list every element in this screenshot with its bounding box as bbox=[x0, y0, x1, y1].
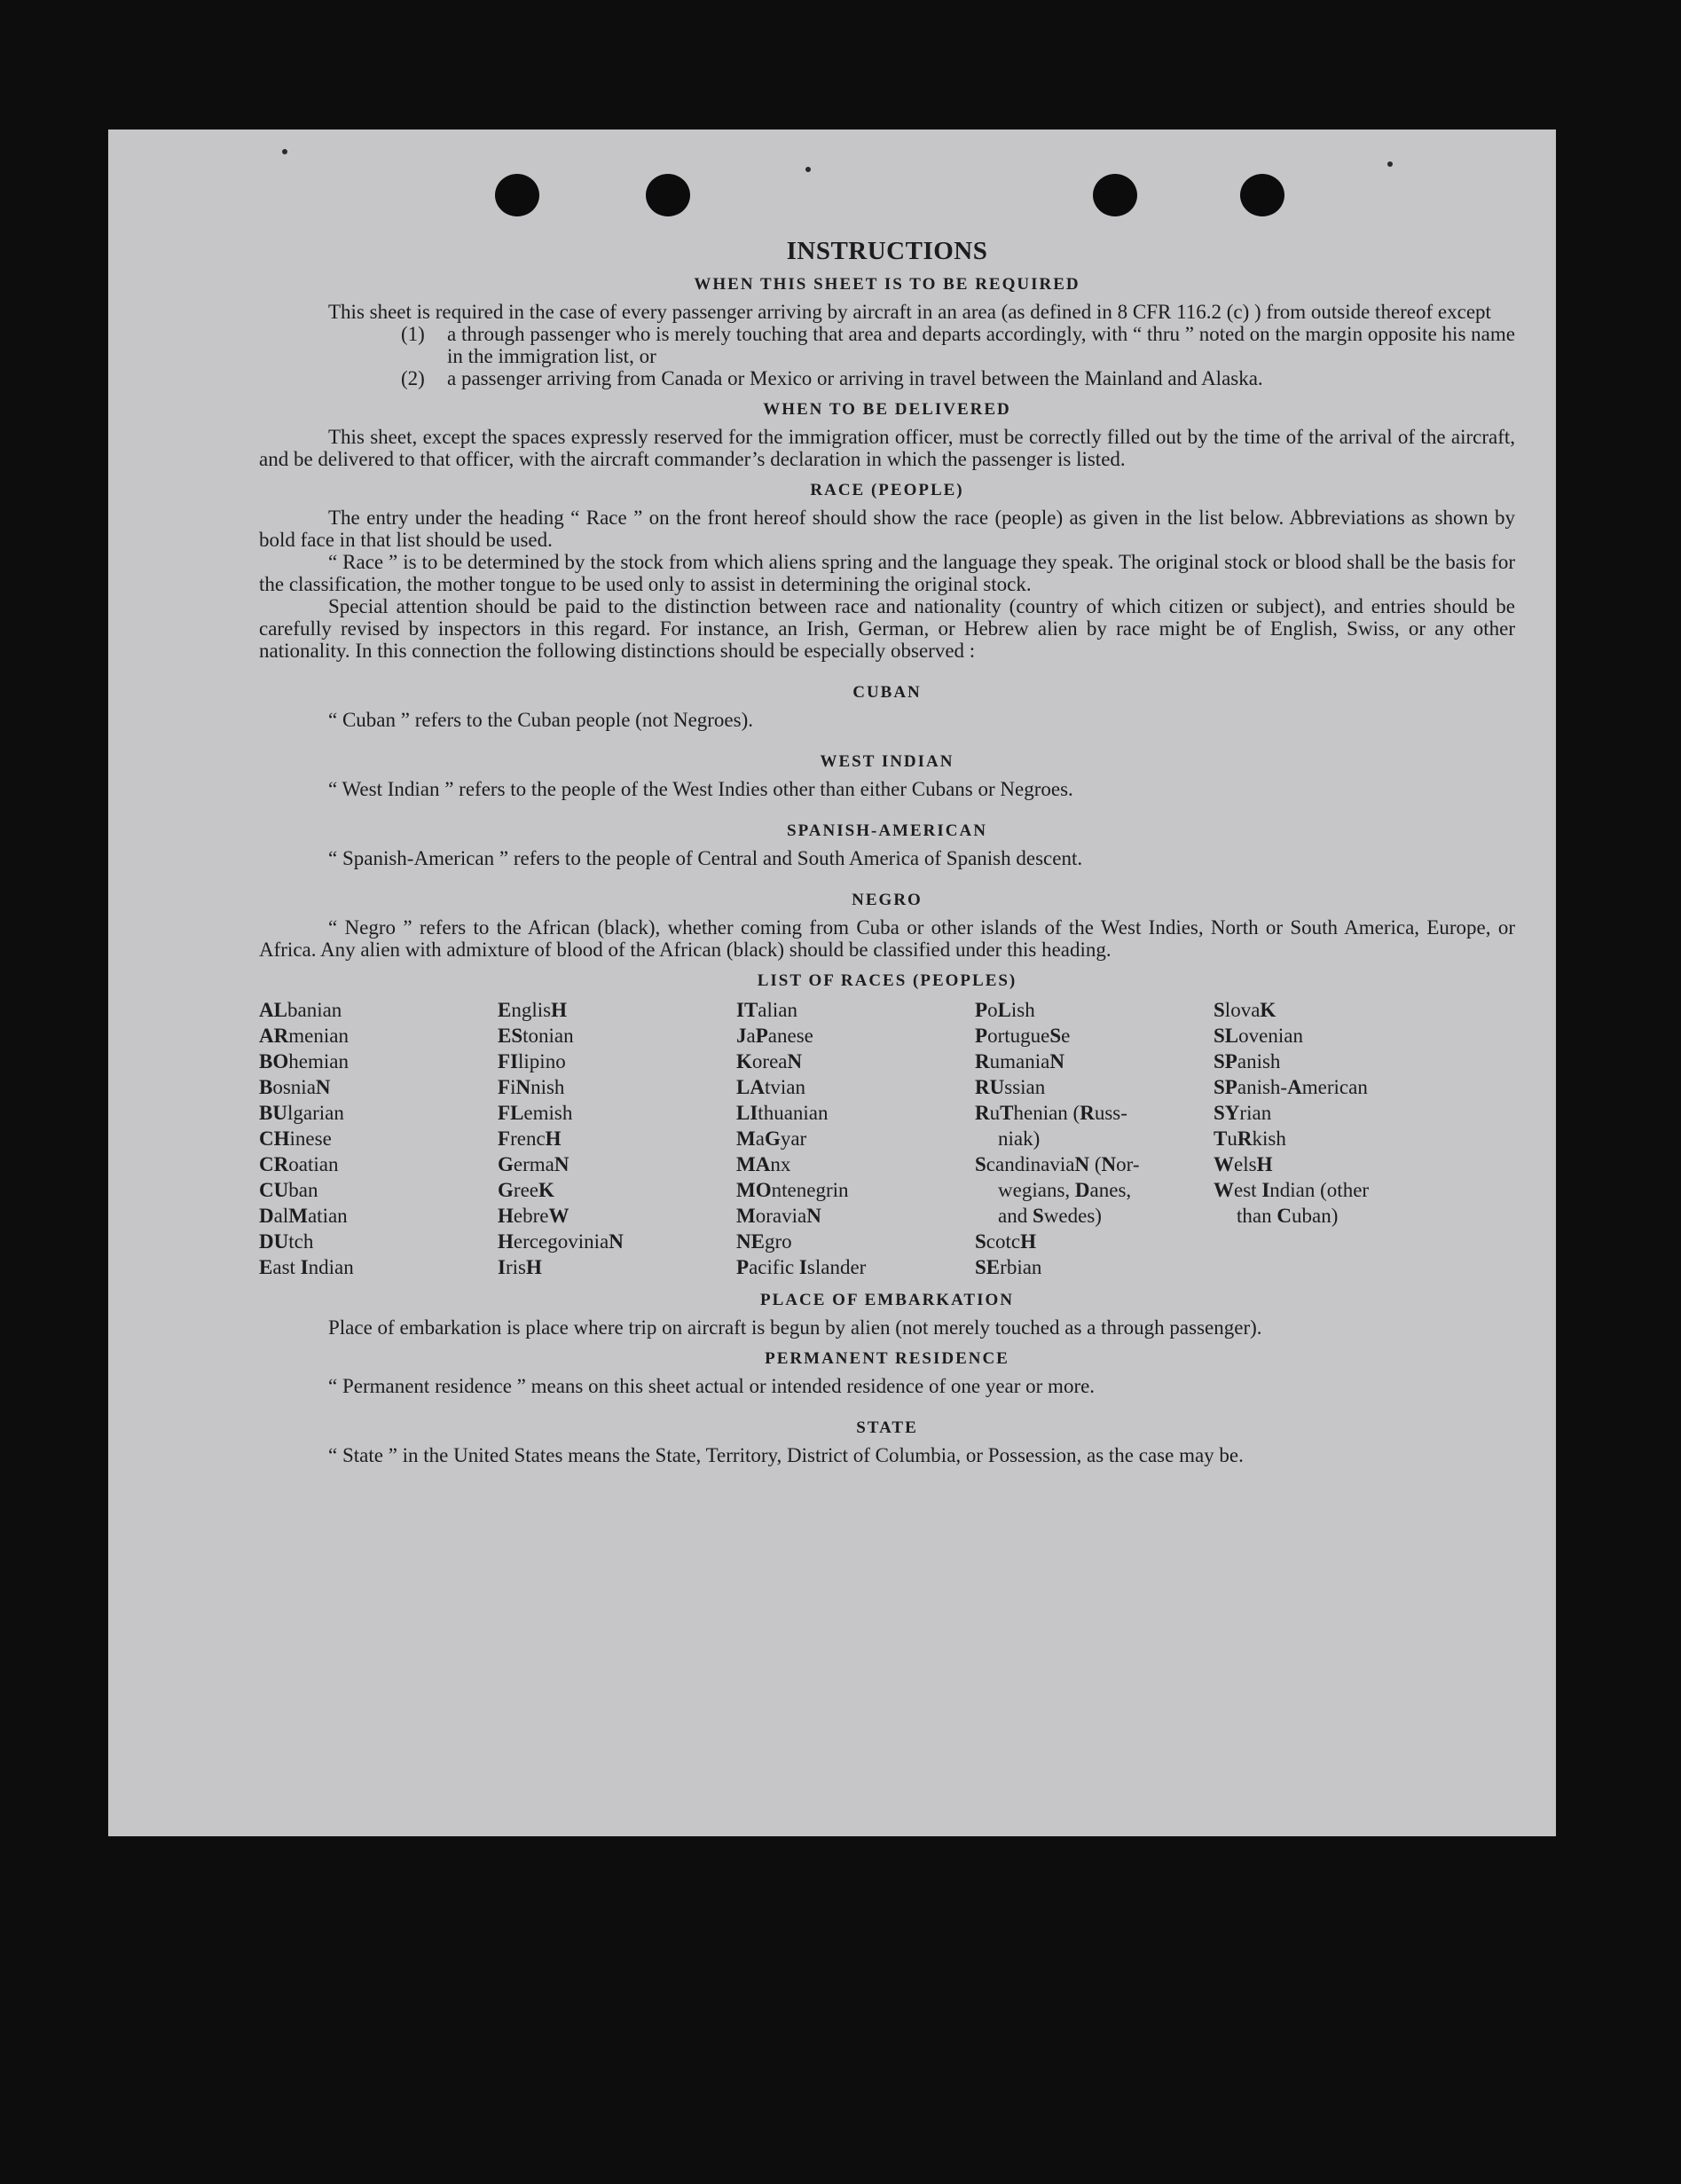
race-entry: West Indian (other bbox=[1214, 1179, 1370, 1201]
race-paragraph: Special attention should be paid to the distinction between race and nationality (country of which citizen or subject), and entries should be carefully revised by inspectors in this regard. For instance, an Irish, German, or Hebrew alien by race might be of English, Swiss, or any other nationality. In this connection the following distinctions should be especially observed : bbox=[259, 595, 1515, 662]
race-entry: HebreW bbox=[498, 1205, 569, 1227]
races-column bbox=[259, 997, 498, 1280]
heading-when-required: WHEN THIS SHEET IS TO BE REQUIRED bbox=[694, 275, 1080, 294]
race-entry: RuThenian (Russ- bbox=[975, 1102, 1127, 1124]
race-entry: and Swedes) bbox=[998, 1205, 1102, 1227]
spanish-american-text: “ Spanish-American ” refers to the people of Central and South America of Spanish descent. bbox=[328, 847, 1083, 869]
race-entry: RUssian bbox=[975, 1076, 1046, 1098]
race-entry: SlovaK bbox=[1214, 999, 1276, 1021]
race-entry: ScandinaviaN (Nor- bbox=[975, 1153, 1140, 1175]
race-entry: BUlgarian bbox=[259, 1102, 344, 1124]
race-entry: BOhemian bbox=[259, 1050, 349, 1072]
races-column bbox=[1214, 997, 1452, 1280]
race-entry: MaGyar bbox=[736, 1127, 807, 1150]
item-text: a passenger arriving from Canada or Mexico or arriving in travel between the Mainland and Alaska. bbox=[447, 367, 1263, 389]
race-entry: ALbanian bbox=[259, 999, 342, 1021]
race-entry: KoreaN bbox=[736, 1050, 803, 1072]
heading-embarkation: PLACE OF EMBARKATION bbox=[760, 1291, 1014, 1309]
when-delivered-text: This sheet, except the spaces expressly reserved for the immigration officer, must be correctly filled out by the time of the arrival of the aircraft, and be delivered to that officer, with the aircraft commander’s declaration in which the passenger is listed. bbox=[259, 426, 1515, 470]
race-entry: SPanish bbox=[1214, 1050, 1281, 1072]
race-entry: TuRkish bbox=[1214, 1127, 1286, 1150]
race-entry: CUban bbox=[259, 1179, 318, 1201]
race-entry: FIlipino bbox=[498, 1050, 566, 1072]
race-entry: DalMatian bbox=[259, 1205, 348, 1227]
instructions-content bbox=[259, 237, 1515, 1466]
west-indian-text: “ West Indian ” refers to the people of the West Indies other than either Cubans or Negroes. bbox=[328, 778, 1073, 800]
embarkation-text: Place of embarkation is place where trip on aircraft is begun by alien (not merely touched as a through passenger). bbox=[328, 1316, 1262, 1339]
race-entry: LIthuanian bbox=[736, 1102, 829, 1124]
heading-when-delivered: WHEN TO BE DELIVERED bbox=[763, 400, 1011, 419]
race-entry: SPanish-American bbox=[1214, 1076, 1368, 1098]
punch-hole bbox=[646, 174, 690, 216]
race-entry: ARmenian bbox=[259, 1025, 349, 1047]
race-entry: wegians, Danes, bbox=[998, 1179, 1132, 1201]
heading-list-of-races: LIST OF RACES (PEOPLES) bbox=[757, 971, 1017, 990]
race-entry: CHinese bbox=[259, 1127, 332, 1150]
race-entry: NEgro bbox=[736, 1230, 792, 1253]
race-entry: RumaniaN bbox=[975, 1050, 1064, 1072]
race-entry: GreeK bbox=[498, 1179, 554, 1201]
race-entry: LAtvian bbox=[736, 1076, 805, 1098]
races-column bbox=[736, 997, 975, 1280]
when-required-intro: This sheet is required in the case of every passenger arriving by aircraft in an area (as defined in 8 CFR 116.2 (c) ) from outside thereof except bbox=[328, 301, 1491, 323]
exception-item bbox=[401, 367, 1515, 389]
heading-race: RACE (PEOPLE) bbox=[810, 481, 964, 499]
race-paragraph: “ Race ” is to be determined by the stock from which aliens spring and the language they speak. The original stock or blood shall be the basis for the classification, the mother tongue to be used only to assist in determining the original stock. bbox=[259, 551, 1515, 595]
race-entry: GermaN bbox=[498, 1153, 569, 1175]
negro-text: “ Negro ” refers to the African (black), whether coming from Cuba or other islands of the West Indies, North or South America, Europe, or Africa. Any alien with admixture of blood of the African (black) should be classified under this heading. bbox=[259, 916, 1515, 961]
race-entry: PoLish bbox=[975, 999, 1035, 1021]
race-entry: ITalian bbox=[736, 999, 798, 1021]
race-entry: SLovenian bbox=[1214, 1025, 1303, 1047]
item-text: a through passenger who is merely touching that area and departs accordingly, with “ thru ” noted on the margin opposite his name in the immigration list, or bbox=[447, 323, 1515, 367]
race-entry: EStonian bbox=[498, 1025, 574, 1047]
heading-permanent-residence: PERMANENT RESIDENCE bbox=[765, 1349, 1009, 1368]
speck bbox=[282, 149, 287, 154]
race-entry: DUtch bbox=[259, 1230, 314, 1253]
race-entry: MAnx bbox=[736, 1153, 791, 1175]
speck bbox=[805, 167, 811, 172]
race-entry: FrencH bbox=[498, 1127, 562, 1150]
race-entry: SErbian bbox=[975, 1256, 1042, 1278]
state-text: “ State ” in the United States means the State, Territory, District of Columbia, or Possession, as the case may be. bbox=[328, 1444, 1244, 1466]
races-table bbox=[259, 997, 1515, 1280]
heading-negro: NEGRO bbox=[852, 891, 923, 909]
cuban-text: “ Cuban ” refers to the Cuban people (not Negroes). bbox=[328, 709, 754, 731]
race-entry: than Cuban) bbox=[1237, 1205, 1339, 1227]
heading-spanish-american: SPANISH-AMERICAN bbox=[787, 821, 987, 840]
heading-state: STATE bbox=[856, 1418, 918, 1437]
race-paragraph: The entry under the heading “ Race ” on the front hereof should show the race (people) as given in the list below. Abbreviations as shown by bold face in that list should be used. bbox=[259, 507, 1515, 551]
punch-hole bbox=[1240, 174, 1284, 216]
race-entry: WelsH bbox=[1214, 1153, 1273, 1175]
heading-west-indian: WEST INDIAN bbox=[820, 752, 954, 771]
item-number: (1) bbox=[401, 323, 425, 345]
exception-item bbox=[401, 323, 1515, 367]
race-entry: FLemish bbox=[498, 1102, 573, 1124]
heading-cuban: CUBAN bbox=[852, 683, 922, 702]
document-sheet bbox=[108, 130, 1556, 1836]
race-entry: ScotcH bbox=[975, 1230, 1037, 1253]
race-entry: East Indian bbox=[259, 1256, 354, 1278]
race-entry: Pacific Islander bbox=[736, 1256, 867, 1278]
item-number: (2) bbox=[401, 367, 425, 389]
races-column bbox=[498, 997, 736, 1280]
races-column bbox=[975, 997, 1214, 1280]
race-entry: BosniaN bbox=[259, 1076, 331, 1098]
race-entry: niak) bbox=[998, 1127, 1041, 1150]
residence-text: “ Permanent residence ” means on this sheet actual or intended residence of one year or more. bbox=[328, 1375, 1096, 1397]
race-entry: MOntenegrin bbox=[736, 1179, 849, 1201]
punch-hole bbox=[495, 174, 539, 216]
page-title: INSTRUCTIONS bbox=[786, 237, 988, 265]
race-entry: EnglisH bbox=[498, 999, 567, 1021]
race-entry: PortugueSe bbox=[975, 1025, 1071, 1047]
race-entry: JaPanese bbox=[736, 1025, 813, 1047]
race-entry: MoraviaN bbox=[736, 1205, 821, 1227]
race-entry: IrisH bbox=[498, 1256, 542, 1278]
race-entry: FiNnish bbox=[498, 1076, 565, 1098]
punch-hole bbox=[1093, 174, 1137, 216]
race-entry: HercegoviniaN bbox=[498, 1230, 624, 1253]
race-entry: SYrian bbox=[1214, 1102, 1272, 1124]
race-entry: CRoatian bbox=[259, 1153, 339, 1175]
speck bbox=[1387, 161, 1393, 167]
